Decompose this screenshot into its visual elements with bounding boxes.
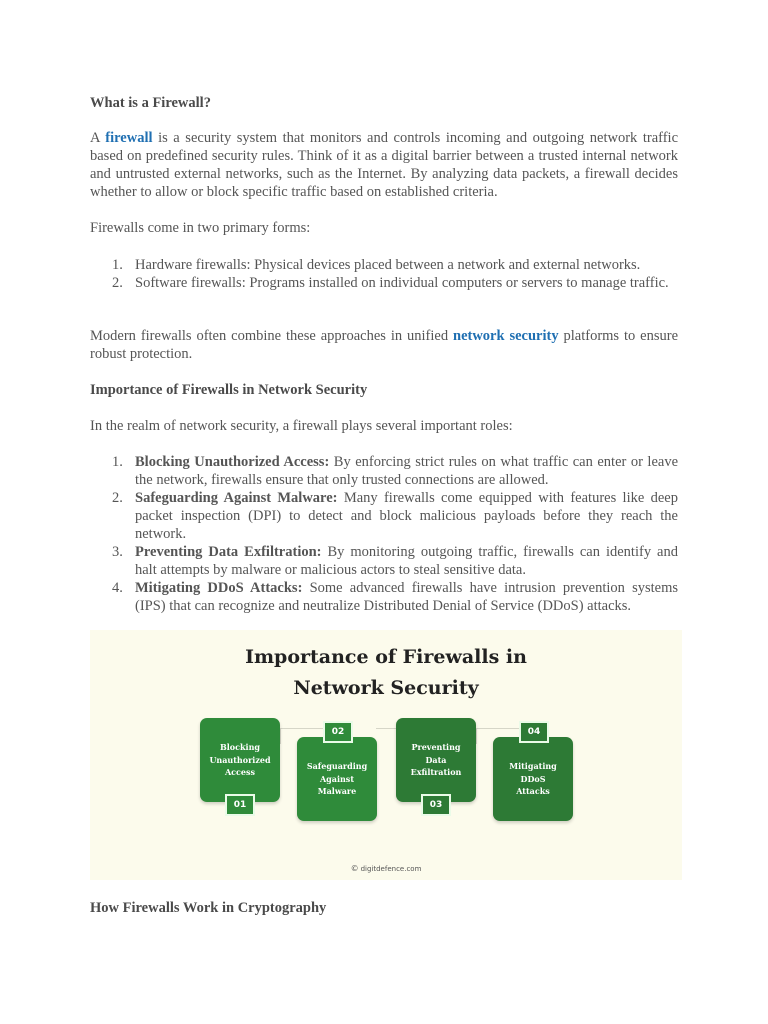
card-blocking-unauthorized-access [200, 718, 280, 802]
card-line: DDoS [520, 773, 546, 784]
card-line: Attacks [516, 786, 550, 797]
role-label: Mitigating DDoS Attacks: [135, 580, 303, 596]
modern-paragraph [90, 327, 678, 363]
list-item-text: Software firewalls: Programs installed on individual computers or servers to manage traffic. [135, 275, 669, 291]
card-line: Malware [317, 786, 357, 797]
list-number: 1. [112, 454, 123, 470]
credit-text: digitdefence.com [360, 865, 422, 873]
connector-line [280, 728, 281, 744]
network-security-link[interactable]: network security [453, 328, 559, 344]
list-number: 3. [112, 544, 123, 560]
figure-title-line-1: Importance of Firewalls in [245, 646, 527, 668]
roles-lead: In the realm of network security, a firewall plays several important roles: [90, 418, 513, 434]
card-safeguarding-against-malware [297, 737, 377, 821]
forms-list [90, 256, 678, 292]
card-mitigating-ddos-attacks [493, 737, 573, 821]
list-item [90, 256, 678, 274]
intro-pre: A [90, 130, 106, 146]
card-line: Unauthorized [209, 754, 271, 765]
card-number-badge: 03 [421, 794, 451, 816]
connector-line [376, 728, 396, 729]
card-line: Preventing [411, 742, 461, 753]
card-line: Data [425, 754, 447, 765]
intro-paragraph [90, 129, 678, 201]
connector-line [476, 728, 477, 744]
card-line: Against [319, 773, 355, 784]
card-preventing-data-exfiltration [396, 718, 476, 802]
card-line: Blocking [220, 742, 260, 753]
figure-title-line-2: Network Security [293, 677, 479, 699]
intro-post: is a security system that monitors and controls incoming and outgoing network traffic based on predefined security rules. Think of it as a digital barrier between a trusted internal network and untrusted external networks, such as the Internet. By analyzing data packets, a firewall decides whether to allow or block specific traffic based on established criteria. [90, 130, 679, 200]
list-number: 2. [112, 490, 123, 506]
connector-line [280, 728, 326, 729]
role-label: Preventing Data Exfiltration: [135, 544, 322, 560]
list-item [90, 453, 678, 489]
list-item [90, 579, 678, 615]
figure-title [90, 642, 682, 704]
roles-list [90, 453, 678, 615]
modern-post: platforms to ensure robust protection. [90, 328, 679, 362]
role-text: Some advanced firewalls have intrusion prevention systems (IPS) that can recognize and neutralize Distributed Denial of Service (DDoS) attacks. [135, 580, 678, 614]
heading-what-is-firewall: What is a Firewall? [90, 95, 211, 111]
list-item-text: Hardware firewalls: Physical devices placed between a network and external networks. [135, 257, 641, 273]
copyright-icon: © [350, 864, 359, 873]
card-number-badge: 02 [323, 721, 353, 743]
card-line: Exfiltration [410, 767, 462, 778]
card-line: Mitigating [509, 761, 557, 772]
forms-lead: Firewalls come in two primary forms: [90, 220, 311, 236]
list-item [90, 543, 678, 579]
list-number: 4. [112, 580, 123, 596]
figure-credit [90, 860, 682, 878]
card-number-badge: 01 [225, 794, 255, 816]
heading-how-firewalls-work: How Firewalls Work in Cryptography [90, 900, 327, 916]
heading-importance: Importance of Firewalls in Network Security [90, 382, 368, 398]
card-line: Safeguarding [306, 761, 368, 772]
role-text: By monitoring outgoing traffic, firewalls can identify and halt attempts by malware or malicious actors to steal sensitive data. [135, 544, 678, 578]
list-number: 1. [112, 257, 123, 273]
connector-line [476, 728, 522, 729]
firewall-link[interactable]: firewall [105, 130, 153, 146]
role-label: Blocking Unauthorized Access: [135, 454, 330, 470]
role-text: Many firewalls come equipped with features like deep packet inspection (DPI) to detect and block malicious payloads before they reach the network. [135, 490, 678, 542]
modern-pre: Modern firewalls often combine these approaches in unified [90, 328, 453, 344]
card-number-badge: 04 [519, 721, 549, 743]
role-label: Safeguarding Against Malware: [135, 490, 338, 506]
card-line: Access [224, 767, 256, 778]
firewall-importance-figure [90, 630, 682, 880]
list-item [90, 489, 678, 543]
role-text: By enforcing strict rules on what traffic can enter or leave the network, firewalls ensure that only trusted connections are allowed. [135, 454, 679, 488]
list-number: 2. [112, 275, 123, 291]
list-item [90, 274, 678, 292]
